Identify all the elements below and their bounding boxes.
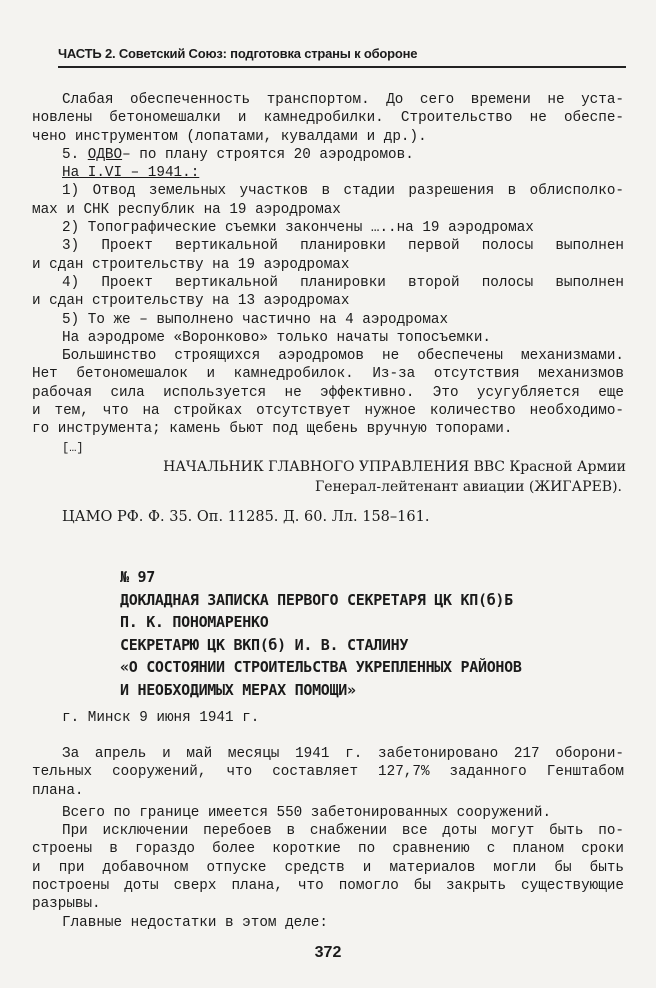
paragraph-line: и при добавочном отпуске средств и материалов могли бы быть: [32, 859, 624, 876]
paragraph-line: плана.: [32, 782, 84, 799]
archive-reference: ЦАМО РФ. Ф. 35. Оп. 11285. Д. 60. Лл. 158–161.: [62, 509, 430, 525]
paragraph-line: 5) То же – выполнено частично на 4 аэродромах: [62, 311, 449, 328]
place-date: г. Минск 9 июня 1941 г.: [62, 710, 260, 726]
paragraph-line: и сдан строительству на 19 аэродромах: [32, 256, 350, 273]
paragraph-line: новлены бетономешалки и камнедробилки. Строительство не обеспе-: [32, 110, 624, 127]
paragraph-line: чено инструментом (лопатами, кувалдами и др.).: [32, 128, 427, 145]
paragraph-line: рабочая сила используется не эффективно. Это усугубляется еще: [32, 384, 624, 401]
paragraph-line: [32, 146, 624, 164]
paragraph-line: и тем, что на стройках отсутствует нужное количество необходимо-: [32, 403, 624, 420]
section-2-text: [32, 745, 624, 932]
paragraph-line: 3) Проект вертикальной планировки первой полосы выполнен: [62, 238, 624, 255]
paragraph-line: 1) Отвод земельных участков в стадии разрешения в облисполко-: [62, 183, 624, 200]
paragraph-line: построены доты сверх плана, что помогло бы закрыть существующие: [32, 878, 624, 895]
signature-position: НАЧАЛЬНИК ГЛАВНОГО УПРАВЛЕНИЯ ВВС Красной Армии: [163, 459, 626, 475]
signature-name: Генерал-лейтенант авиации (ЖИГАРЕВ).: [315, 479, 622, 495]
title-line: СЕКРЕТАРЮ ЦК ВКП(б) И. В. СТАЛИНУ: [120, 635, 409, 654]
paragraph-line: 2) Топографические съемки закончены …..на 19 аэродромах: [62, 220, 534, 237]
section-1-text: [32, 91, 624, 457]
document-heading: [120, 566, 624, 701]
item-text: – по плану строятся 20 аэродромов.: [122, 146, 414, 163]
paragraph-line: строены в гораздо более короткие по сравнению с планом сроки: [32, 841, 624, 858]
paragraph-line: Большинство строящихся аэродромов не обеспечены механизмами.: [62, 348, 624, 365]
running-header: ЧАСТЬ 2. Советский Союз: подготовка страны к обороне: [58, 46, 418, 61]
paragraph-line: тельных сооружений, что составляет 127,7% заданного Генштабом: [32, 764, 624, 781]
item-number: 5.: [62, 146, 80, 163]
paragraph-line: Всего по границе имеется 550 забетонированных сооружений.: [62, 804, 552, 821]
paragraph-line: Главные недостатки в этом деле:: [62, 914, 328, 931]
district-abbrev: ОДВО: [87, 146, 123, 163]
title-line: И НЕОБХОДИМЫХ МЕРАХ ПОМОЩИ»: [120, 680, 356, 699]
title-line: «О СОСТОЯНИИ СТРОИТЕЛЬСТВА УКРЕПЛЕННЫХ РАЙОНОВ: [120, 658, 522, 676]
paragraph-line: го инструмента; камень бьют под щебень вручную топорами.: [32, 421, 513, 438]
paragraph-line: разрывы.: [32, 896, 101, 913]
paragraph-line: [32, 164, 624, 182]
paragraph-line: и сдан строительству на 13 аэродромах: [32, 293, 350, 310]
paragraph-line: При исключении перебоев в снабжении все доты могут быть по-: [62, 823, 624, 840]
paragraph-line: На аэродроме «Воронково» только начаты топосъемки.: [62, 329, 491, 346]
document-number: № 97: [120, 568, 155, 586]
paragraph-line: Нет бетономешалок и камнедробилок. Из-за отсутствия механизмов: [32, 366, 624, 383]
page-number: 372: [314, 944, 342, 961]
header-rule: [58, 66, 626, 68]
omission-mark: […]: [62, 440, 84, 455]
title-line: П. К. ПОНОМАРЕНКО: [120, 613, 269, 631]
paragraph-line: мах и СНК республик на 19 аэродромах: [32, 201, 341, 218]
title-line: ДОКЛАДНАЯ ЗАПИСКА ПЕРВОГО СЕКРЕТАРЯ ЦК КП(б)Б: [120, 590, 513, 609]
signature-block: [32, 457, 626, 497]
paragraph-line: Слабая обеспеченность транспортом. До сего времени не уста-: [62, 92, 624, 108]
paragraph-line: 4) Проект вертикальной планировки второй полосы выполнен: [62, 274, 624, 291]
date-heading: На I.VI – 1941.:: [62, 165, 200, 182]
paragraph-line: За апрель и май месяцы 1941 г. забетонировано 217 оборони-: [62, 746, 624, 762]
